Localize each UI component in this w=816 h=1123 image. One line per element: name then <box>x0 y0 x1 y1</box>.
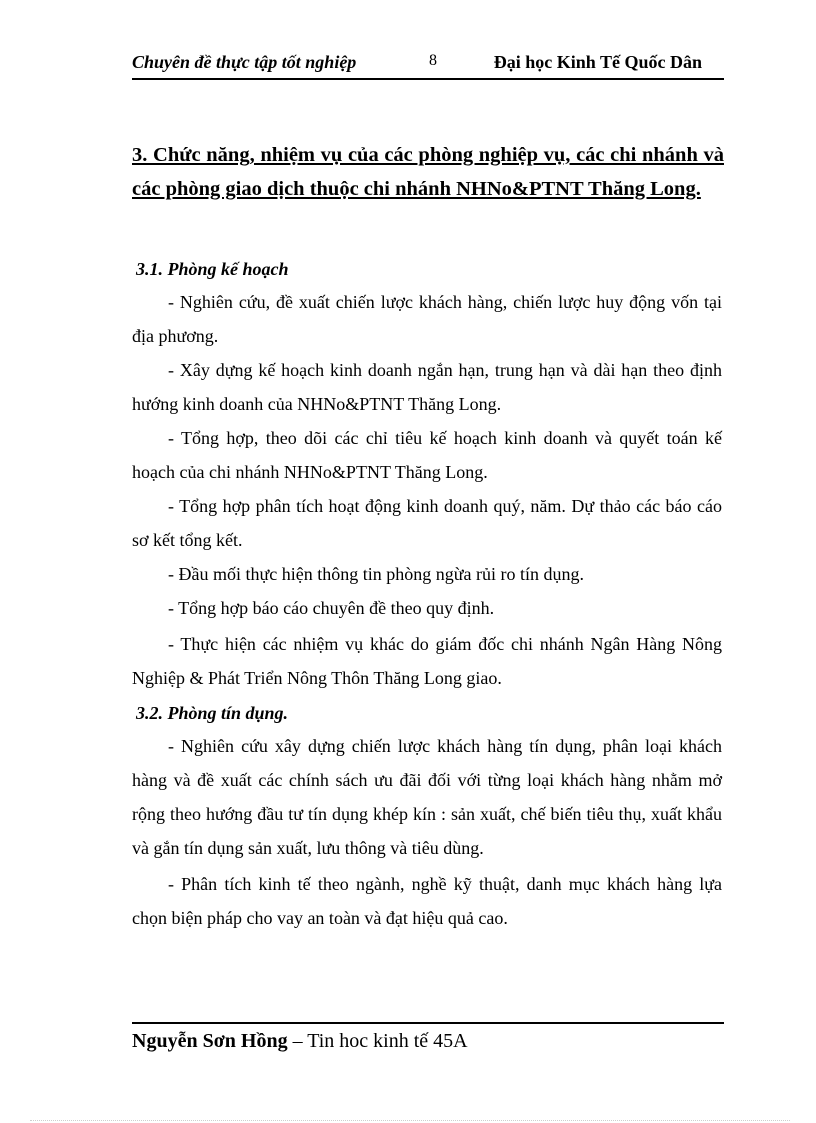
paragraph: - Phân tích kinh tế theo ngành, nghề kỹ thuật, danh mục khách hàng lựa chọn biện pháp cho vay an toàn và đạt hiệu quả cao. <box>132 874 722 928</box>
footer-divider <box>132 1022 724 1024</box>
subsection-heading-credit: 3.2. Phòng tín dụng. <box>136 703 289 723</box>
header-thesis-title: Chuyên đề thực tập tốt nghiệp <box>132 52 357 72</box>
paragraph: - Tổng hợp, theo dõi các chỉ tiêu kế hoạch kinh doanh và quyết toán kế hoạch của chi nhánh NHNo&PTNT Thăng Long. <box>132 428 722 482</box>
page-bottom-border <box>30 1120 790 1121</box>
page-number: 8 <box>429 52 437 69</box>
footer-separator: – <box>292 1030 303 1052</box>
author-class: Tin hoc kinh tế 45A <box>307 1030 468 1052</box>
page-header <box>132 50 724 80</box>
header-university: Đại học Kinh Tế Quốc Dân <box>493 52 702 72</box>
page-footer <box>132 1026 468 1056</box>
section-title: 3. Chức năng, nhiệm vụ của các phòng nghiệp vụ, các chi nhánh và các phòng giao dịch thuộc chi nhánh NHNo&PTNT Thăng Long. <box>132 144 724 200</box>
paragraph: - Tổng hợp phân tích hoạt động kinh doanh quý, năm. Dự thảo các báo cáo sơ kết tổng kết. <box>132 496 722 550</box>
paragraph: - Nghiên cứu xây dựng chiến lược khách hàng tín dụng, phân loại khách hàng và đề xuất các chính sách ưu đãi đối với từng loại khách hàng nhằm mở rộng theo hướng đầu tư tín dụng khép kín : sản xuất, chế biến tiêu thụ, xuất khẩu và gắn tín dụng sản xuất, lưu thông và tiêu dùng. <box>132 736 722 858</box>
paragraph: - Thực hiện các nhiệm vụ khác do giám đốc chi nhánh Ngân Hàng Nông Nghiệp & Phát Triển Nông Thôn Thăng Long giao. <box>132 634 722 688</box>
paragraph: - Nghiên cứu, đề xuất chiến lược khách hàng, chiến lược huy động vốn tại địa phương. <box>132 292 722 346</box>
paragraph: - Tổng hợp báo cáo chuyên đề theo quy định. <box>168 598 495 618</box>
author-name: Nguyễn Sơn Hồng <box>132 1030 288 1052</box>
paragraph: - Xây dựng kế hoạch kinh doanh ngắn hạn, trung hạn và dài hạn theo định hướng kinh doanh của NHNo&PTNT Thăng Long. <box>132 360 722 414</box>
paragraph: - Đầu mối thực hiện thông tin phòng ngừa rủi ro tín dụng. <box>168 564 584 584</box>
subsection-heading-planning: 3.1. Phòng kế hoạch <box>136 259 289 279</box>
